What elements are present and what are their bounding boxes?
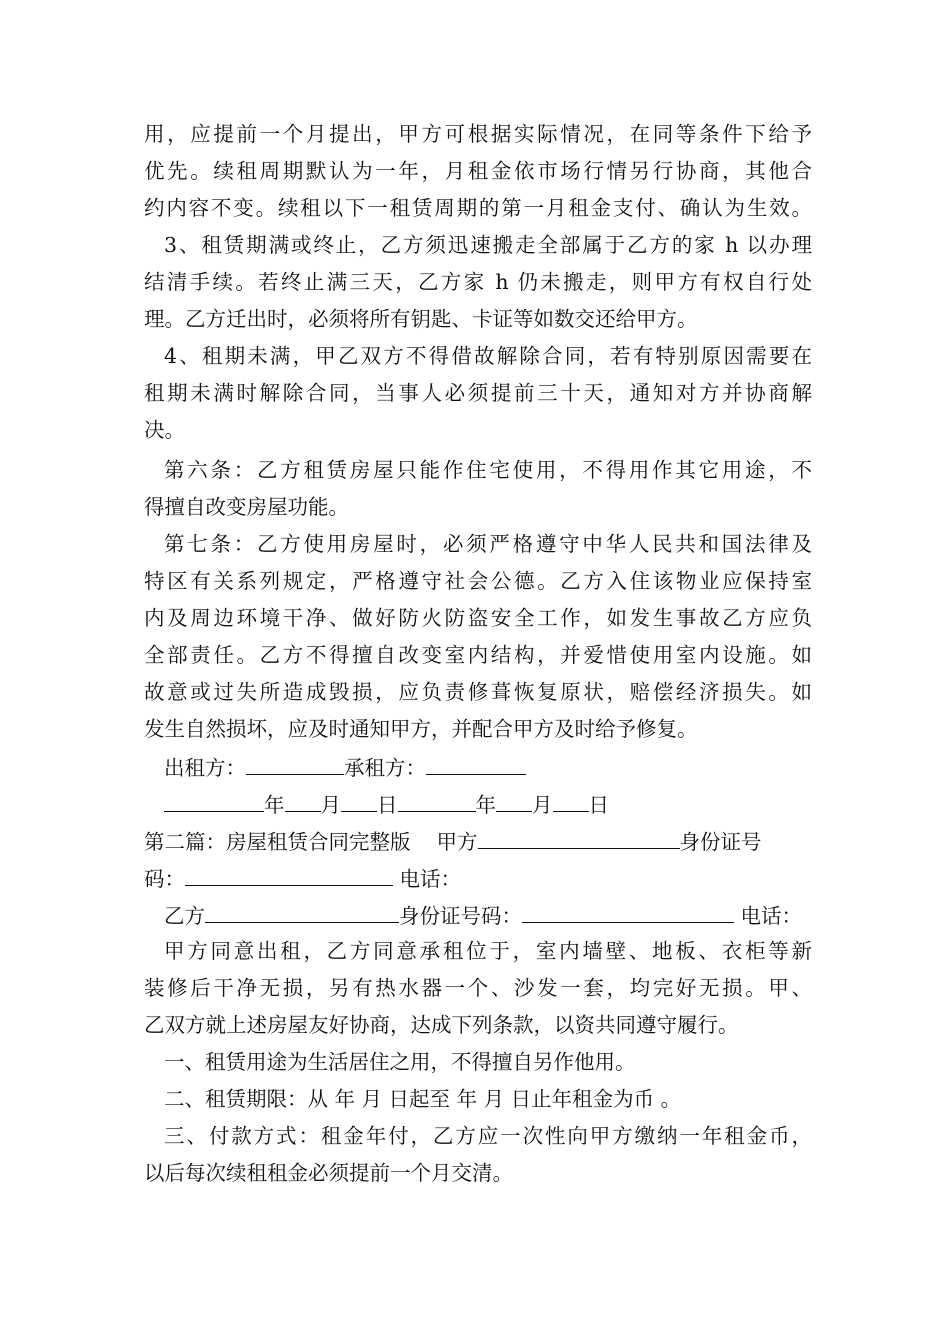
paragraph-line: 得擅自改变房屋功能。 [144, 495, 349, 519]
paragraph-line: 结清手续。若终止满三天，乙方家 h 仍未搬走，则甲方有权自行处 [144, 270, 812, 294]
date-blank [398, 789, 476, 812]
paragraph-line: 3、租赁期满或终止，乙方须迅速搬走全部属于乙方的家 h 以办理 [164, 233, 812, 257]
paragraph-line: 一、租赁用途为生活居住之用，不得擅自另作他用。 [164, 1050, 636, 1074]
paragraph-line: 全部责任。乙方不得擅自改变室内结构，并爱惜使用室内设施。如 [144, 643, 812, 667]
paragraph-line: 用，应提前一个月提出，甲方可根据实际情况，在同等条件下给予 [144, 122, 812, 146]
paragraph-line: 故意或过失所造成毁损，应负责修葺恢复原状，赔偿经济损失。如 [144, 680, 812, 704]
date-blank [553, 789, 589, 812]
id-line [144, 863, 812, 891]
id-label: 身份证号码： [399, 904, 522, 928]
date-blank [285, 789, 321, 812]
date-line [164, 789, 812, 817]
paragraph-line: 租期未满时解除合同，当事人必须提前三十天，通知对方并协商解 [144, 381, 812, 405]
month-label: 月 [320, 793, 341, 817]
day-label: 日 [588, 793, 609, 817]
lessee-label: 承租方： [344, 756, 426, 780]
year-label: 年 [264, 793, 285, 817]
party-b-blank [205, 900, 399, 923]
paragraph-line: 发生自然损坏，应及时通知甲方，并配合甲方及时给予修复。 [144, 717, 698, 741]
paragraph-line: 乙双方就上述房屋友好协商，达成下列条款，以资共同遵守履行。 [144, 1013, 739, 1037]
lessor-blank [246, 752, 344, 775]
party-a-blank [478, 826, 680, 849]
id-blank [522, 900, 734, 923]
paragraph-line: 第七条：乙方使用房屋时，必须严格遵守中华人民共和国法律及 [164, 532, 812, 556]
paragraph-line: 二、租赁期限：从 年 月 日起至 年 月 日止年租金为币 。 [164, 1087, 682, 1111]
paragraph-line: 三、付款方式：租金年付，乙方应一次性向甲方缴纳一年租金币， [164, 1124, 812, 1148]
date-blank [164, 789, 264, 812]
phone-label: 电话： [399, 867, 462, 891]
party-b-line [164, 900, 830, 928]
month-label: 月 [532, 793, 553, 817]
lessee-blank [426, 752, 526, 775]
party-b-label: 乙方 [164, 904, 205, 928]
lessor-label: 出租方： [164, 756, 246, 780]
paragraph-line: 装修后干净无损，另有热水器一个、沙发一套，均完好无损。甲、 [144, 976, 812, 1000]
id-label-tail: 码： [144, 867, 185, 891]
date-blank [496, 789, 532, 812]
paragraph-line: 4、租期未满，甲乙双方不得借故解除合同，若有特别原因需要在 [164, 344, 812, 368]
paragraph-line: 甲方同意出租，乙方同意承租位于，室内墙壁、地板、衣柜等新 [164, 939, 812, 963]
paragraph-line: 优先。续租周期默认为一年，月租金依市场行情另行协商，其他合 [144, 159, 812, 183]
date-blank [341, 789, 377, 812]
paragraph-line: 第六条：乙方租赁房屋只能作住宅使用，不得用作其它用途，不 [164, 458, 812, 482]
paragraph-line: 内及周边环境干净、做好防火防盗安全工作，如发生事故乙方应负 [144, 606, 812, 630]
id-blank [185, 863, 393, 886]
paragraph-line: 决。 [144, 418, 185, 442]
id-label: 身份证号 [679, 830, 762, 854]
paragraph-line: 约内容不变。续租以下一租赁周期的第一月租金支付、确认为生效。 [144, 196, 812, 220]
phone-label: 电话： [740, 904, 803, 928]
paragraph-line: 特区有关系列规定，严格遵守社会公德。乙方入住该物业应保持室 [144, 569, 812, 593]
year-label: 年 [475, 793, 496, 817]
paragraph-line: 理。乙方迁出时，必须将所有钥匙、卡证等如数交还给甲方。 [144, 307, 698, 331]
signature-line [164, 752, 812, 780]
section-heading-line [144, 826, 812, 854]
party-a-label: 甲方 [436, 830, 478, 854]
day-label: 日 [377, 793, 398, 817]
section-heading: 第二篇：房屋租赁合同完整版 [144, 830, 411, 854]
paragraph-line: 以后每次续租租金必须提前一个月交清。 [144, 1161, 513, 1185]
